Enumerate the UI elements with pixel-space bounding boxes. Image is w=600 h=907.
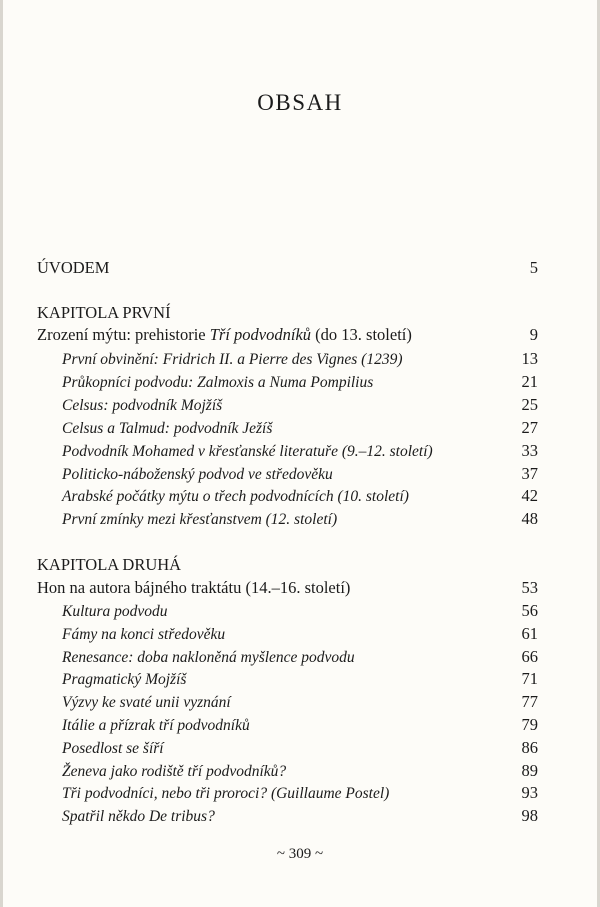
toc-entry-page: 98 [521,806,538,826]
toc-entry-label: Celsus a Talmud: podvodník Ježíš [62,419,273,437]
toc-subentry [62,760,538,783]
toc-entry-page: 21 [521,371,538,391]
toc-entry-label: Podvodník Mohamed v křesťanské literatuře (9.–12. století) [62,442,433,460]
toc-entry-page: 33 [521,440,538,460]
page-number: ~ 309 ~ [276,846,324,862]
toc-entry-page: 66 [521,646,538,666]
toc-entry-page: 25 [521,394,538,414]
toc-entry-page: 9 [529,325,538,344]
toc-entry-label: Renesance: doba nakloněná myšlence podvodu [62,648,355,666]
toc-entry-label: Průkopníci podvodu: Zalmoxis a Numa Pompilius [62,373,374,391]
toc-entry-page: 89 [521,760,538,780]
toc-entry-label: Itálie a přízrak tří podvodníků [62,717,250,734]
page-title: OBSAH [257,90,343,115]
toc-subentry [62,805,538,828]
toc-subentry [62,394,538,417]
toc-subentry [62,417,538,440]
toc-entry-intro [37,257,538,279]
toc-entry-label: Arabské počátky mýtu o třech podvodnících (10. století) [62,488,409,506]
toc-subentry [62,348,538,371]
toc-entry-page: 61 [521,623,538,643]
toc-entry-label: Posedlost se šíří [62,739,164,757]
toc-subentry [62,371,538,394]
chapter-heading: KAPITOLA PRVNÍ [37,303,171,322]
toc-subentry [62,782,538,805]
toc-entry-page: 53 [521,578,538,597]
toc-entry-page: 48 [521,509,538,529]
toc-entry-page: 79 [521,715,538,734]
toc-subentry [62,691,538,714]
toc-entry-page: 37 [521,463,538,483]
label-part: (do 13. století) [311,325,412,344]
label-part-italic: Tří podvodníků [209,325,312,344]
toc-subentry [62,600,538,623]
toc-entry-page: 42 [521,486,538,506]
label-part: Zrození mýtu: prehistorie [37,325,210,344]
toc-subentry [62,737,538,760]
toc-subentry [62,623,538,646]
toc-entry-label: Spatřil někdo De tribus? [62,808,215,826]
toc-entry-label: Fámy na konci středověku [62,625,226,643]
toc-entry-label: Kultura podvodu [62,603,168,620]
toc-entry-label: První obvinění: Fridrich II. a Pierre des Vignes (1239) [62,351,403,368]
toc-entry-page: 13 [521,349,538,368]
toc-entry-page: 93 [521,783,538,803]
toc-entry-label: Ženeva jako rodiště tří podvodníků? [62,762,287,780]
toc-entry-page: 5 [529,258,538,277]
toc-entry-label: Výzvy ke svaté unii vyznání [62,694,231,712]
toc-entry-page: 27 [521,417,538,437]
page-left-edge [0,0,3,907]
toc-entry-label: ÚVODEM [37,258,110,277]
toc-entry-page: 56 [521,601,538,620]
toc-chapter-main [37,577,538,599]
toc-subentry [62,646,538,669]
toc-entry-label: Celsus: podvodník Mojžíš [62,396,223,414]
toc-subentry [62,485,538,508]
toc-entry-label: Hon na autora bájného traktátu (14.–16. století) [37,578,351,597]
toc-entry-label: Politicko-náboženský podvod ve středověku [62,465,333,483]
toc-entry-label [37,324,412,346]
toc-entry-label: Tři podvodníci, nebo tři proroci? (Guillaume Postel) [62,785,390,803]
toc-subentry [62,714,538,737]
toc-subentry [62,508,538,531]
toc-chapter-main [37,324,538,346]
toc-subentry [62,668,538,691]
toc-entry-page: 77 [521,692,538,712]
toc-entry-label: První zmínky mezi křesťanstvem (12. století) [62,511,338,529]
toc-subentry [62,440,538,463]
toc-subentry [62,463,538,486]
toc-entry-page: 86 [521,737,538,757]
toc-entry-page: 71 [521,669,538,689]
toc-entry-label: Pragmatický Mojžíš [62,671,187,689]
chapter-heading: KAPITOLA DRUHÁ [37,555,182,574]
